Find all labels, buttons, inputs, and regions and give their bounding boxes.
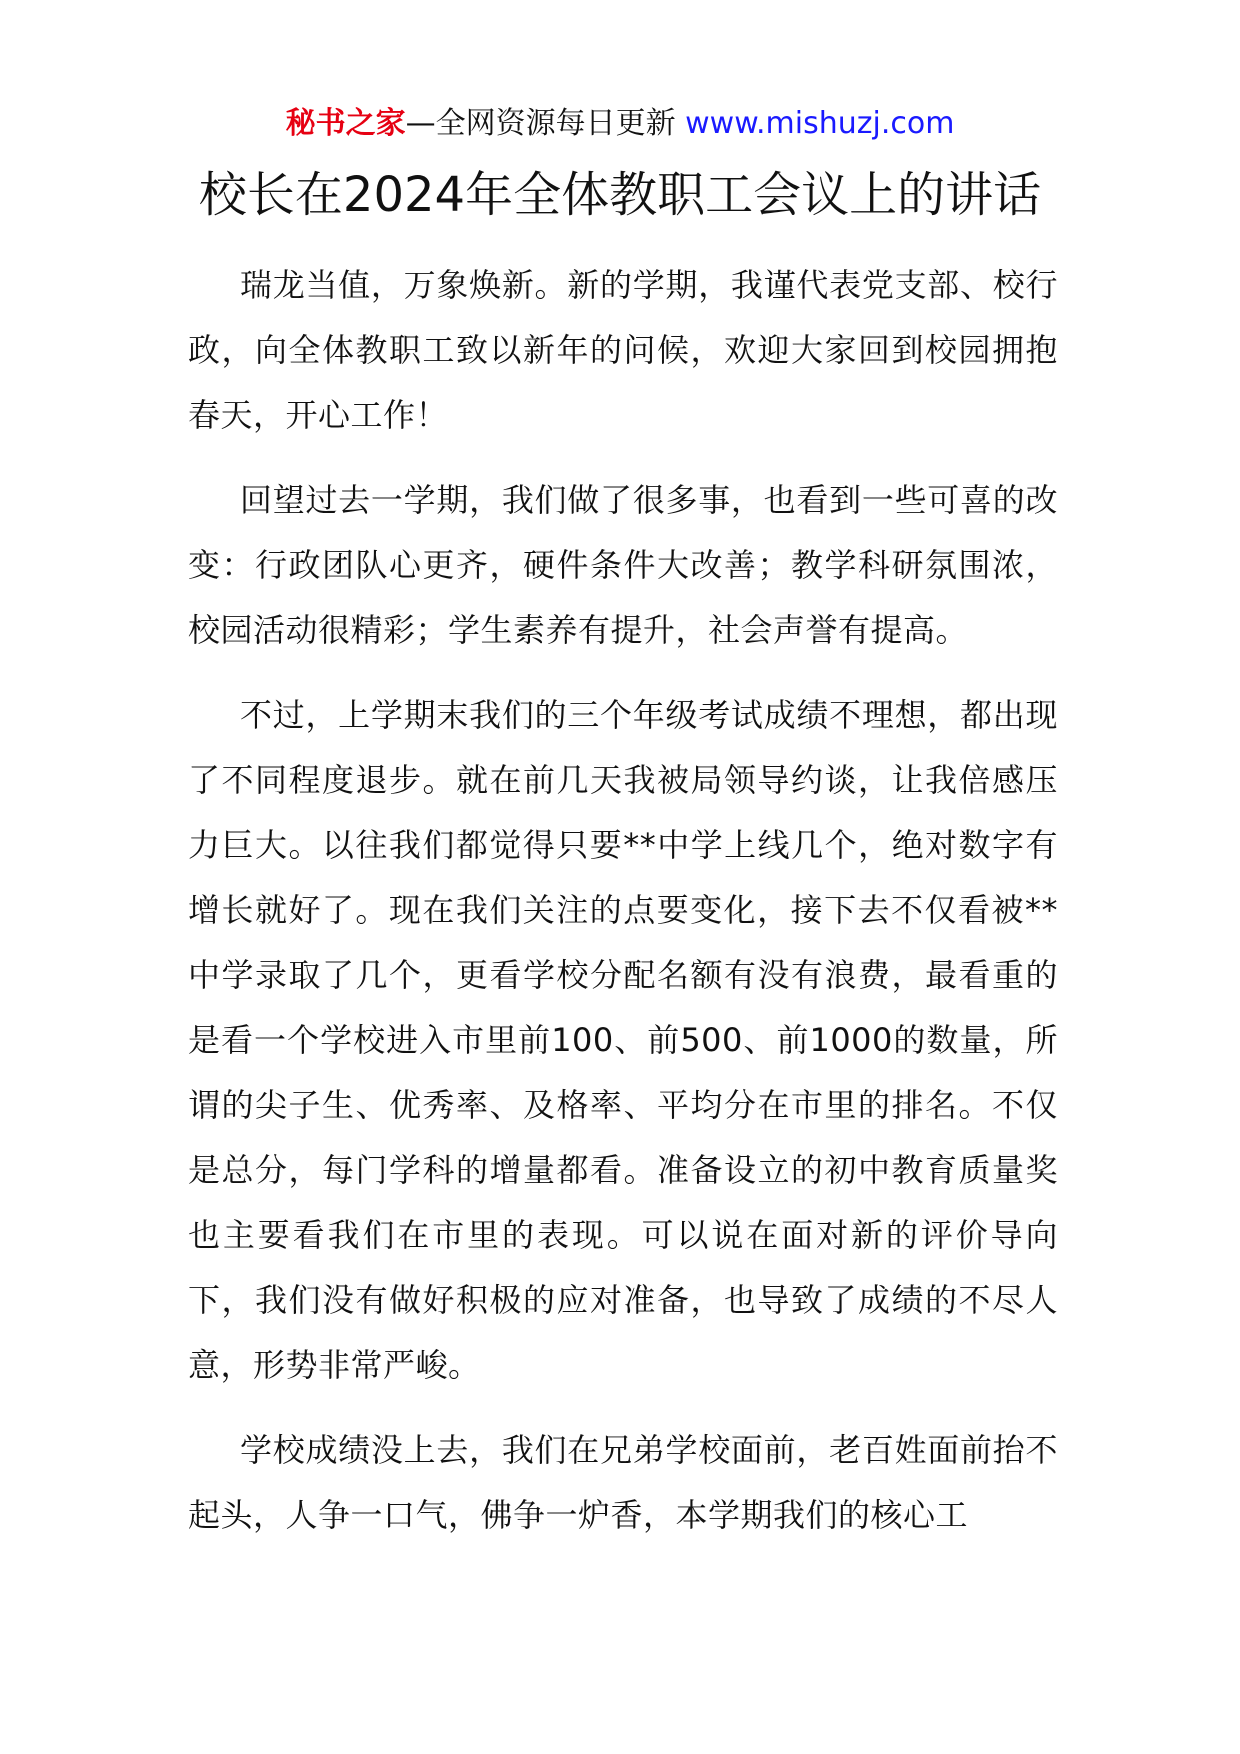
- site-brand: 秘书之家: [285, 106, 406, 141]
- site-header: [0, 100, 1240, 148]
- paragraph-review: 回望过去一学期，我们做了很多事，也看到一些可喜的改变：行政团队心更齐，硬件条件大改善；教学科研氛围浓，校园活动很精彩；学生素养有提升，社会声誉有提高。: [188, 481, 1058, 649]
- site-url-link[interactable]: www.mishuzj.com: [685, 106, 955, 141]
- paragraph-greeting: 瑞龙当值，万象焕新。新的学期，我谨代表党支部、校行政，向全体教职工致以新年的问候，欢迎大家回到校园拥抱春天，开心工作！: [188, 266, 1058, 434]
- paragraph-core-work: 学校成绩没上去，我们在兄弟学校面前，老百姓面前抬不起头，人争一口气，佛争一炉香，本学期我们的核心工: [188, 1431, 1058, 1534]
- document-body: [188, 253, 1058, 1568]
- document-title: 校长在2024年全体教职工会议上的讲话: [198, 167, 1042, 223]
- paragraph-problems: 不过，上学期末我们的三个年级考试成绩不理想，都出现了不同程度退步。就在前几天我被局领导约谈，让我倍感压力巨大。以往我们都觉得只要**中学上线几个，绝对数字有增长就好了。现在我们关注的点要变化，接下去不仅看被**中学录取了几个，更看学校分配名额有没有浪费，最看重的是看一个学校进入市里前100、前500、前1000的数量，所谓的尖子生、优秀率、及格率、平均分在市里的排名。不仅是总分，每门学科的增量都看。准备设立的初中教育质量奖也主要看我们在市里的表现。可以说在面对新的评价导向下，我们没有做好积极的应对准备，也导致了成绩的不尽人意，形势非常严峻。: [188, 696, 1058, 1384]
- site-slogan: —全网资源每日更新: [405, 106, 676, 141]
